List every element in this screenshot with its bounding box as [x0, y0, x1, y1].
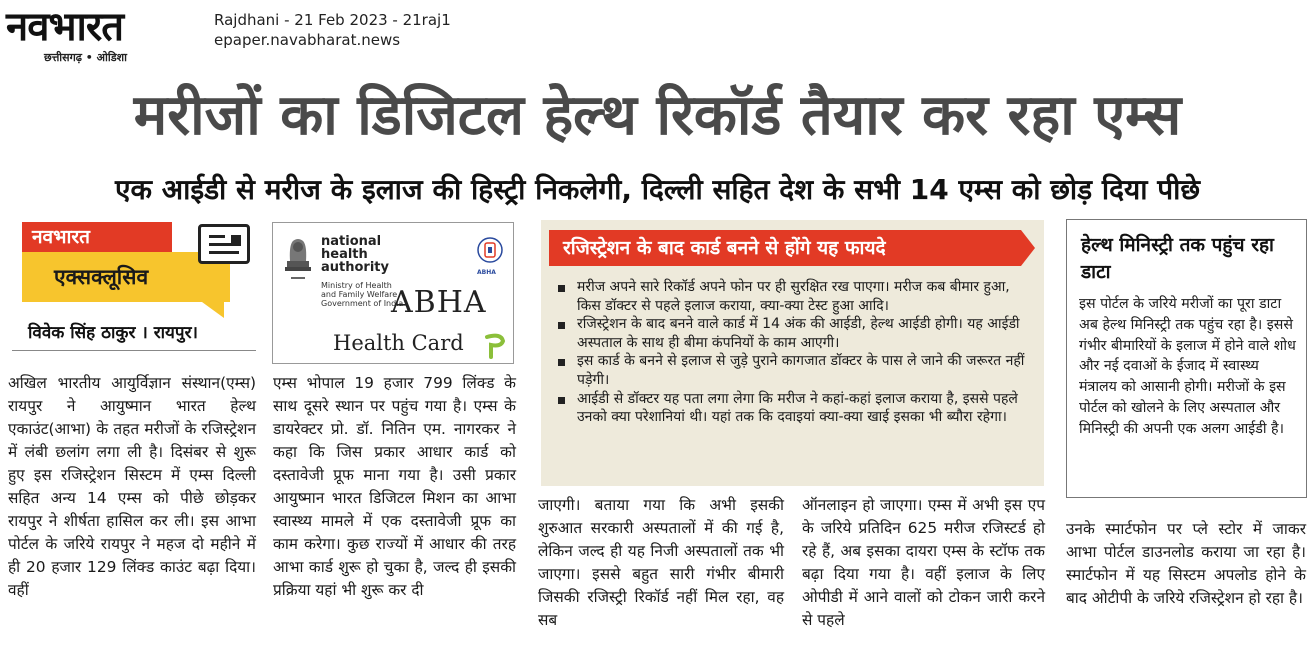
abha-card-image: [272, 222, 514, 364]
edition-info: [214, 10, 451, 50]
article-column-4: ऑनलाइन हो जाएगा। एम्स में अभी इस एप के जरिये प्रतिदिन 625 मरीज रजिस्टर्ड हो रहे हैं, अब इसका दायरा एम्स के स्टॉफ तक बढ़ा दिया गया है। वहीं इलाज के लिए ओपीडी में आने वालों को टोकन जारी करने से पहले: [802, 496, 1045, 629]
ministry-line: and Family Welfare: [321, 290, 398, 299]
abha-subtitle: Health Card: [333, 331, 464, 355]
sidebar-title: हेल्थ मिनिस्ट्री तक पहुंच रहा डाटा: [1081, 234, 1274, 283]
list-item-text: आईडी से डॉक्टर यह पता लगा लेगा कि मरीज ने कहां-कहां इलाज कराया है, इससे पहले उनको क्या परेशानियां थी। यहां तक कि दवाइयां क्या-क्या खाई इसका भी ब्यौरा रहेगा।: [577, 390, 1018, 426]
bullet-icon: [558, 397, 565, 404]
sidebar-body: इस पोर्टल के जरिये मरीजों का पूरा डाटा अब हेल्थ मिनिस्ट्री तक पहुंच रहा है। इससे गंभीर बीमारियों के इलाज में होने वाले शोध और नई दवाओं के ईजाद में स्वास्थ्य मंत्रालय को आसानी होगी। मरीजों के इस पोर्टल को खोलने के लिए अस्पताल और मिनिस्ट्री की अपनी एक अलग आईडी है।: [1079, 296, 1296, 437]
benefits-list: [555, 278, 1033, 427]
epaper-site: epaper.navabharat.news: [214, 31, 401, 49]
article-column-3: जाएगी। बताया गया कि अभी इसकी शुरुआत सरकारी अस्पतालों में की गई है, लेकिन जल्द ही यह निजी अस्पतालों तक भी जाएगा। इससे बहुत सारी गंभीर बीमारी जिसकी रजिस्ट्री रिकॉर्ड नहीं मिल रहा, वह सब: [538, 496, 784, 629]
edition-line: Rajdhani - 21 Feb 2023 - 21raj1: [214, 11, 451, 29]
ministry-line: Ministry of Health: [321, 281, 392, 290]
masthead: [0, 0, 200, 66]
newspaper-icon: [198, 224, 250, 264]
bullet-icon: [558, 359, 565, 366]
nha-line: authority: [321, 260, 389, 275]
list-item-text: इस कार्ड के बनने से इलाज से जुड़े पुराने कागजात डॉक्टर के पास ले जाने की जरूरत नहीं पड़ेगी।: [577, 353, 1025, 388]
article-column-1: अखिल भारतीय आयुर्विज्ञान संस्थान(एम्स) रायपुर ने आयुष्मान भारत हेल्थ एकाउंट(आभा) के तहत मरीजों के रजिस्ट्रेशन में लंबी छलांग लगा ली है। दिसंबर से शुरू हुए इस रजिस्ट्रेशन सिस्टम में एम्स दिल्ली सहित अन्य 14 एम्स को पीछे छोड़कर रायपुर ने शीर्षता हासिल कर ली। इस आभा पोर्टल के जरिये रायपुर ने महज दो महीने में ही 20 हजार 129 लिंक्ड काउंट बढ़ा दिया। वहीं: [8, 374, 256, 599]
list-item: [555, 352, 1033, 389]
swoosh-icon: [483, 331, 507, 359]
headline: मरीजों का डिजिटल हेल्थ रिकॉर्ड तैयार कर रहा एम्स: [133, 83, 1182, 148]
list-item: [555, 278, 1033, 315]
subheadline: एक आईडी से मरीज के इलाज की हिस्ट्री निकलेगी, दिल्ली सहित देश के सभी 14 एम्स को छोड़ दिया पीछे: [114, 173, 1201, 206]
benefits-title: रजिस्ट्रेशन के बाद कार्ड बनने से होंगे यह फायदे: [549, 230, 1021, 266]
list-item-text: रजिस्ट्रेशन के बाद बनने वाले कार्ड में 14 अंक की आईडी, हेल्थ आईडी होगी। यह आईडी अस्पताल के साथ ही बीमा कंपनियों के काम आएगी।: [577, 316, 1020, 351]
logo-regions: छत्तीसगढ़ • ओडिशा: [44, 51, 127, 64]
logo-text: नवभारत: [6, 3, 124, 50]
bullet-icon: [558, 322, 565, 329]
abha-title: ABHA: [391, 285, 487, 320]
article-column-2: एम्स भोपाल 19 हजार 799 लिंक्ड के साथ दूसरे स्थान पर पहुंच गया है। एम्स के डायरेक्टर प्रो. डॉ. नितिन एम. नागरकर ने कहा कि जिस प्रकार आधार कार्ड को दस्तावेजी प्रूफ माना गया है। उसी प्रकार आयुष्मान भारत डिजिटल मिशन का आभा स्वास्थ्य मामले में एक दस्तावेजी प्रूफ का काम करेगा। कुछ राज्यों में आधार की तरह आभा कार्ड शुरू हो चुका है, जल्द ही इसकी प्रक्रिया यहां भी शुरू कर दी: [273, 374, 516, 599]
byline: विवेक सिंह ठाकुर । रायपुर।: [28, 323, 198, 343]
nha-line: health: [321, 247, 368, 262]
ministry-line: Government of India: [321, 299, 404, 308]
sidebar-box: [1066, 219, 1307, 498]
nha-org-name: [321, 235, 389, 274]
article-column-5: उनके स्मार्टफोन पर प्ले स्टोर में जाकर आभा पोर्टल डाउनलोड कराया जा रहा है। स्मार्टफोन में यह सिस्टम अपलोड होने के बाद ओटीपी के जरिये रजिस्ट्रेशन हो रहा है।: [1066, 520, 1306, 607]
exclusive-badge: [22, 220, 252, 312]
list-item: [555, 390, 1033, 427]
abha-mini-label: ABHA: [477, 269, 496, 276]
bullet-icon: [558, 285, 565, 292]
divider: [12, 350, 256, 351]
list-item: [555, 315, 1033, 352]
benefits-box: [541, 220, 1044, 486]
list-item-text: मरीज अपने सारे रिकॉर्ड अपने फोन पर ही सुरक्षित रख पाएगा। मरीज कब बीमार हुआ, किस डॉक्टर से पहले इलाज कराया, क्या-क्या टेस्ट हुआ आदि।: [577, 279, 1010, 314]
newspaper-logo: [6, 4, 194, 52]
badge-brand: नवभारत: [22, 222, 172, 252]
national-emblem-icon: [281, 233, 315, 289]
badge-exclusive: एक्सक्लूसिव: [22, 252, 230, 302]
nha-line: national: [321, 234, 382, 249]
abha-logo-icon: [477, 237, 503, 265]
